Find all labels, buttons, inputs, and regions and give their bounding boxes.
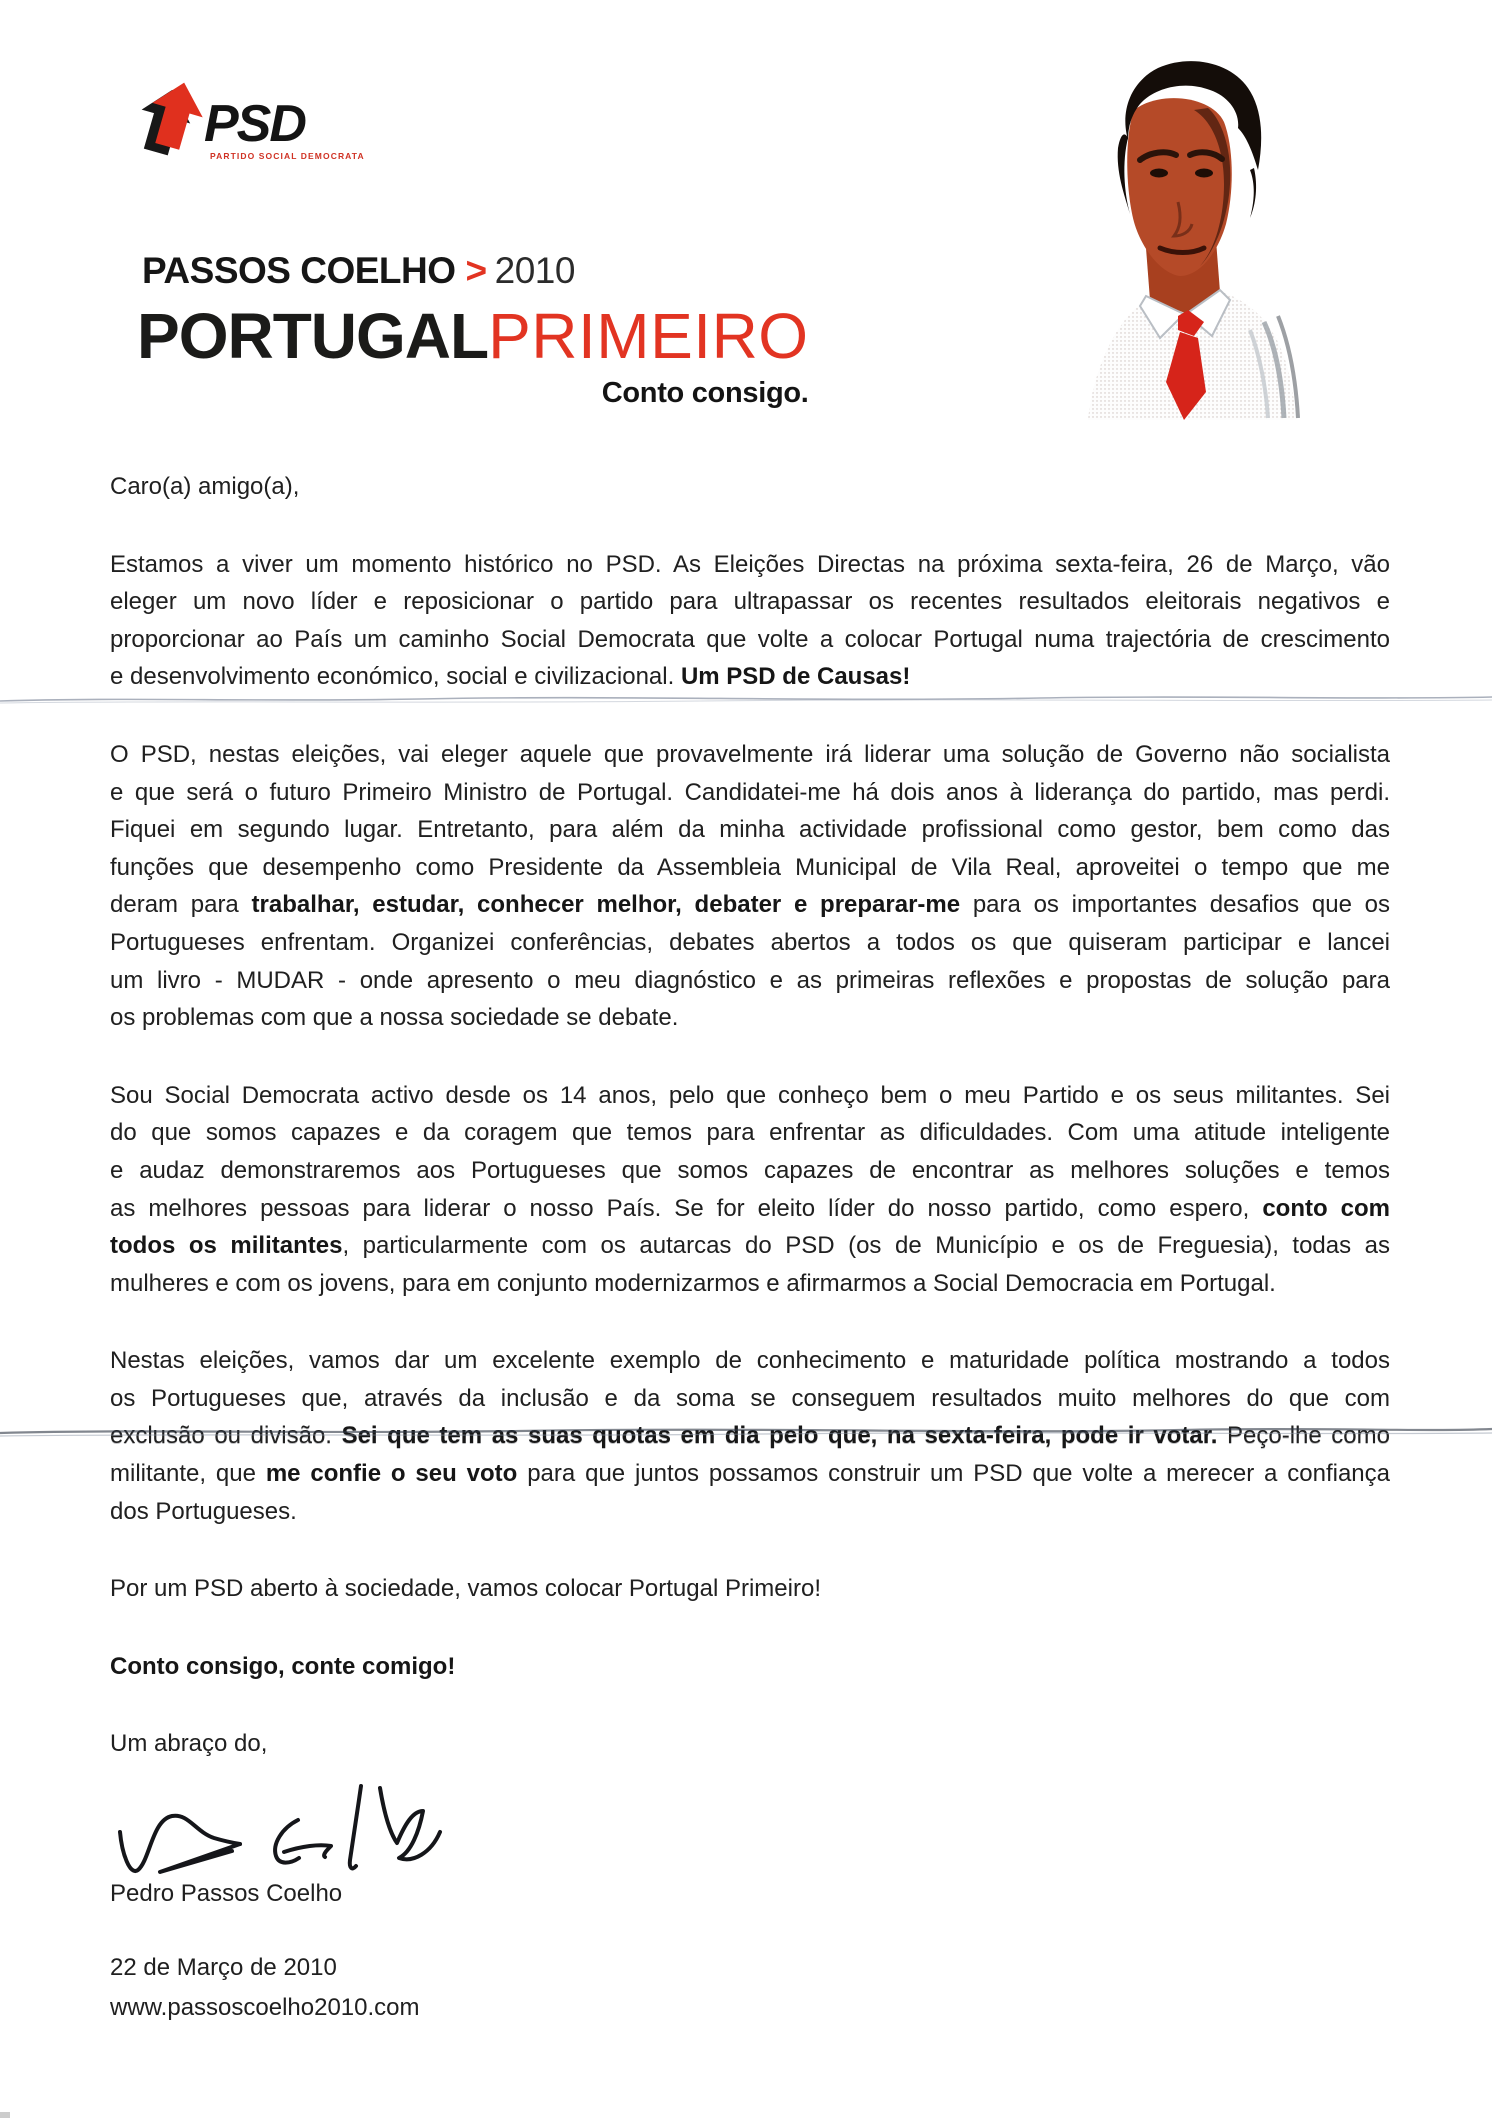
letter-line bbox=[110, 1417, 1390, 1455]
letter-line bbox=[110, 1493, 1390, 1531]
letter-body bbox=[110, 468, 1390, 1803]
letter-paragraph bbox=[110, 1648, 1390, 1686]
letter-date: 22 de Março de 2010 bbox=[110, 1954, 337, 1981]
letter-text: os problemas com que a nossa sociedade se debate. bbox=[110, 1004, 679, 1032]
letter-text: funções que desempenho como Presidente da Assembleia Municipal de Vila Real, aproveitei o tempo que me bbox=[110, 853, 1390, 881]
psd-logo bbox=[138, 76, 365, 161]
letter-text: e audaz demonstraremos aos Portugueses que somos capazes de encontrar as melhores soluções e temos bbox=[110, 1156, 1390, 1184]
campaign-year: 2010 bbox=[494, 250, 575, 291]
letter-line bbox=[110, 1265, 1390, 1303]
letter-line bbox=[110, 736, 1390, 774]
page-title bbox=[137, 300, 809, 374]
letter-line bbox=[110, 1648, 1390, 1686]
letter-text: Estamos a viver um momento histórico no PSD. As Eleições Directas na próxima sexta-feira, 26 de Março, vão bbox=[110, 550, 1390, 578]
letter-text: deram para bbox=[110, 891, 252, 919]
letter-line bbox=[110, 1380, 1390, 1418]
letter-text: militante, que bbox=[110, 1460, 266, 1488]
letter-text: Sou Social Democrata activo desde os 14 anos, pelo que conheço bem o meu Partido e os seus militantes. Sei bbox=[110, 1081, 1390, 1109]
letter-text-bold: trabalhar, estudar, conhecer melhor, debater e preparar-me bbox=[251, 891, 961, 919]
letter-text: Caro(a) amigo(a), bbox=[110, 473, 300, 500]
letter-text-bold: Um PSD de Causas! bbox=[680, 663, 911, 691]
campaign-website: www.passoscoelho2010.com bbox=[110, 1994, 420, 2021]
letter-text-bold: conto com bbox=[1262, 1194, 1391, 1222]
letter-text: para que juntos possamos construir um PSD que volte a merecer a confiança bbox=[517, 1460, 1390, 1488]
letter-line bbox=[110, 1152, 1390, 1190]
letter-line bbox=[110, 1190, 1390, 1228]
letter-line bbox=[110, 1114, 1390, 1152]
letter-text: , particularmente com os autarcas do PSD (os de Município e os de Freguesia), todas as bbox=[342, 1232, 1390, 1260]
letter-text: e que será o futuro Primeiro Ministro de Portugal. Candidatei-me há dois anos à liderança do partido, mas perdi. bbox=[110, 778, 1390, 806]
title-portugal: PORTUGAL bbox=[137, 300, 489, 372]
tagline: Conto consigo. bbox=[601, 376, 809, 409]
letter-text: para os importantes desafios que os bbox=[960, 891, 1390, 919]
arrow-up-icon bbox=[138, 76, 210, 160]
letter-line bbox=[110, 583, 1390, 621]
letter-line bbox=[110, 1570, 1390, 1608]
campaign-candidate-name: PASSOS COELHO bbox=[142, 250, 456, 291]
letter-line bbox=[110, 774, 1390, 812]
letter-paragraph bbox=[110, 1077, 1390, 1303]
title-primeiro: PRIMEIRO bbox=[488, 300, 809, 372]
letter-text: dos Portugueses. bbox=[110, 1497, 297, 1525]
title-block bbox=[137, 300, 809, 410]
letter-text: exclusão ou divisão. bbox=[110, 1422, 342, 1450]
letter-text: as melhores pessoas para liderar o nosso País. Se for eleito líder do nosso partido, como espero, bbox=[110, 1194, 1263, 1222]
letter-line bbox=[110, 658, 1390, 696]
letter-line bbox=[110, 1342, 1390, 1380]
letter-line bbox=[110, 849, 1390, 887]
letter-line bbox=[110, 468, 1390, 506]
letter-line bbox=[110, 1227, 1390, 1265]
psd-logo-subtitle: PARTIDO SOCIAL DEMOCRATA bbox=[210, 151, 365, 161]
letter-line bbox=[110, 1725, 1390, 1763]
letter-line bbox=[110, 1455, 1390, 1493]
letter-line bbox=[110, 811, 1390, 849]
letter-text: do que somos capazes e da coragem que temos para enfrentar as dificuldades. Com uma atitude inteligente bbox=[110, 1119, 1390, 1147]
letter-line bbox=[110, 999, 1390, 1037]
letter-text: O PSD, nestas eleições, vai eleger aquele que provavelmente irá liderar uma solução de Governo não socialista bbox=[110, 740, 1390, 768]
letter-paragraph bbox=[110, 546, 1390, 696]
letter-line bbox=[110, 621, 1390, 659]
signatory-name: Pedro Passos Coelho bbox=[110, 1880, 343, 1907]
letter-paragraph bbox=[110, 468, 1390, 506]
letter-text: os Portugueses que, através da inclusão e da soma se conseguem resultados muito melhores do que com bbox=[110, 1384, 1390, 1412]
letter-line bbox=[110, 924, 1390, 962]
letter-text: Peço-lhe como bbox=[1217, 1422, 1390, 1450]
scanner-edge-artifact bbox=[0, 2112, 10, 2118]
letter-paragraph bbox=[110, 1342, 1390, 1530]
letter-text: Por um PSD aberto à sociedade, vamos colocar Portugal Primeiro! bbox=[110, 1575, 821, 1603]
letter-line bbox=[110, 962, 1390, 1000]
letter-text: proporcionar ao País um caminho Social Democrata que volte a colocar Portugal numa trajectória de crescimento bbox=[110, 625, 1390, 653]
psd-logo-acronym: PSD bbox=[204, 95, 305, 153]
letter-line bbox=[110, 1077, 1390, 1115]
letter-line bbox=[110, 546, 1390, 584]
letter-text: um livro - MUDAR - onde apresento o meu diagnóstico e as primeiras reflexões e propostas de solução para bbox=[110, 966, 1390, 994]
letter-paragraph bbox=[110, 1570, 1390, 1608]
handwritten-signature bbox=[112, 1760, 452, 1900]
letter-paragraph bbox=[110, 1725, 1390, 1763]
letter-text: Um abraço do, bbox=[110, 1730, 268, 1758]
letter-text-bold: todos os militantes bbox=[110, 1232, 343, 1260]
letter-text: Fiquei em segundo lugar. Entretanto, para além da minha actividade profissional como gestor, bem como das bbox=[110, 816, 1390, 844]
candidate-portrait-photo bbox=[1028, 52, 1348, 420]
letter-paragraph bbox=[110, 736, 1390, 1037]
letter-text: Nestas eleições, vamos dar um excelente exemplo de conhecimento e maturidade política mostrando a todos bbox=[110, 1347, 1390, 1375]
letter-text-bold: me confie o seu voto bbox=[265, 1460, 518, 1488]
chevron-right-icon: > bbox=[465, 250, 487, 291]
letter-text: eleger um novo líder e reposicionar o partido para ultrapassar os recentes resultados eleitorais negativos e bbox=[110, 588, 1390, 616]
letter-text: Portugueses enfrentam. Organizei conferências, debates abertos a todos os que quiseram participar e lancei bbox=[110, 928, 1390, 956]
letter-text: mulheres e com os jovens, para em conjunto modernizarmos e afirmarmos a Social Democracia em Portugal. bbox=[110, 1269, 1276, 1297]
letter-line bbox=[110, 886, 1390, 924]
letter-text-bold: Sei que tem as suas quotas em dia pelo que, na sexta-feira, pode ir votar. bbox=[341, 1422, 1218, 1450]
letter-text-bold: Conto consigo, conte comigo! bbox=[110, 1652, 456, 1680]
letter-text: e desenvolvimento económico, social e civilizacional. bbox=[110, 663, 681, 691]
campaign-line bbox=[142, 250, 575, 292]
